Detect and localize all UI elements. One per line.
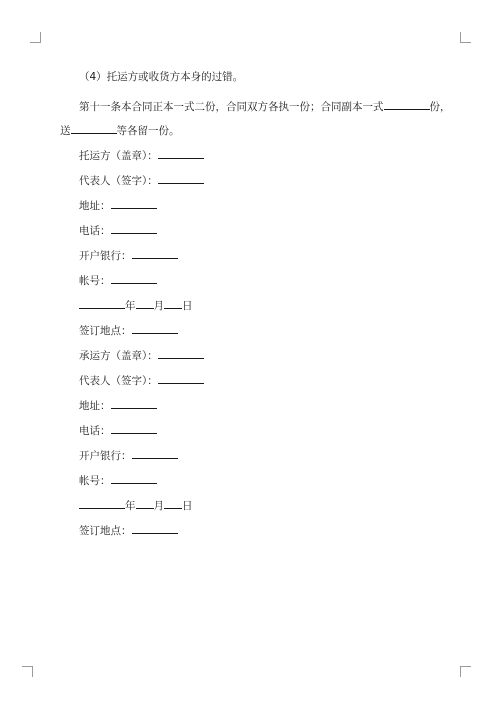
carrier-phone-blank <box>111 422 157 434</box>
shipper-month-label: 月 <box>153 300 164 312</box>
shipper-address-line <box>79 197 157 213</box>
shipper-rep-label: 代表人（签字）： <box>79 175 158 187</box>
shipper-place-label: 签订地点： <box>79 325 132 337</box>
carrier-address-label: 地址： <box>79 400 111 412</box>
shipper-account-label: 帐号： <box>79 275 111 287</box>
clause-item-4 <box>79 70 243 84</box>
shipper-party-blank <box>158 147 204 159</box>
carrier-rep-line <box>79 372 204 388</box>
carrier-account-blank <box>111 472 157 484</box>
recipient-blank <box>71 122 117 134</box>
article-11-text-2: 份， <box>429 101 451 113</box>
crop-mark-bottom-left <box>22 666 33 677</box>
shipper-address-label: 地址： <box>79 200 111 212</box>
carrier-account-line <box>79 472 157 488</box>
carrier-place-blank <box>132 522 178 534</box>
shipper-place-line <box>79 322 178 338</box>
carrier-rep-blank <box>158 372 204 384</box>
article-11-text-1: 第十一条本合同正本一式二份，合同双方各执一份；合同副本一式 <box>79 101 384 113</box>
carrier-address-line <box>79 397 157 413</box>
shipper-phone-label: 电话： <box>79 225 111 237</box>
crop-mark-top-left <box>30 32 41 43</box>
copies-count-blank <box>384 98 430 110</box>
shipper-phone-blank <box>111 222 157 234</box>
shipper-rep-blank <box>158 172 204 184</box>
shipper-day-label: 日 <box>182 300 193 312</box>
carrier-party-line <box>79 347 204 363</box>
shipper-party-label: 托运方（盖章）： <box>79 150 158 162</box>
shipper-phone-line <box>79 222 157 238</box>
carrier-place-label: 签订地点： <box>79 525 132 537</box>
shipper-account-blank <box>111 272 157 284</box>
carrier-address-blank <box>111 397 157 409</box>
carrier-date-line <box>79 497 193 513</box>
shipper-year-label: 年 <box>125 300 136 312</box>
shipper-party-line <box>79 147 204 163</box>
shipper-bank-line <box>79 247 178 263</box>
shipper-date-line <box>79 297 193 313</box>
carrier-phone-line <box>79 422 157 438</box>
carrier-year-label: 年 <box>125 500 136 512</box>
carrier-bank-line <box>79 447 178 463</box>
shipper-place-blank <box>132 322 178 334</box>
carrier-month-label: 月 <box>153 500 164 512</box>
carrier-day-label: 日 <box>182 500 193 512</box>
carrier-account-label: 帐号： <box>79 475 111 487</box>
carrier-place-line <box>79 522 178 538</box>
carrier-year-blank <box>79 497 125 509</box>
article-11-text-4: 等各留一份。 <box>116 125 180 137</box>
crop-mark-top-right <box>460 32 471 43</box>
crop-mark-bottom-right <box>460 666 471 677</box>
shipper-rep-line <box>79 172 204 188</box>
carrier-bank-label: 开户银行： <box>79 450 132 462</box>
shipper-address-blank <box>111 197 157 209</box>
carrier-bank-blank <box>132 447 178 459</box>
shipper-account-line <box>79 272 157 288</box>
carrier-month-blank <box>136 497 154 509</box>
carrier-party-label: 承运方（盖章）： <box>79 350 158 362</box>
carrier-party-blank <box>158 347 204 359</box>
shipper-month-blank <box>136 297 154 309</box>
carrier-phone-label: 电话： <box>79 425 111 437</box>
shipper-bank-label: 开户银行： <box>79 250 132 262</box>
carrier-rep-label: 代表人（签字）： <box>79 375 158 387</box>
article-11-line-1 <box>79 98 451 114</box>
article-11-line-2 <box>60 122 180 138</box>
article-11-text-3: 送 <box>60 125 71 137</box>
shipper-year-blank <box>79 297 125 309</box>
clause-item-4-text: （4）托运方或收货方本身的过错。 <box>79 71 244 83</box>
carrier-day-blank <box>164 497 182 509</box>
shipper-bank-blank <box>132 247 178 259</box>
shipper-day-blank <box>164 297 182 309</box>
